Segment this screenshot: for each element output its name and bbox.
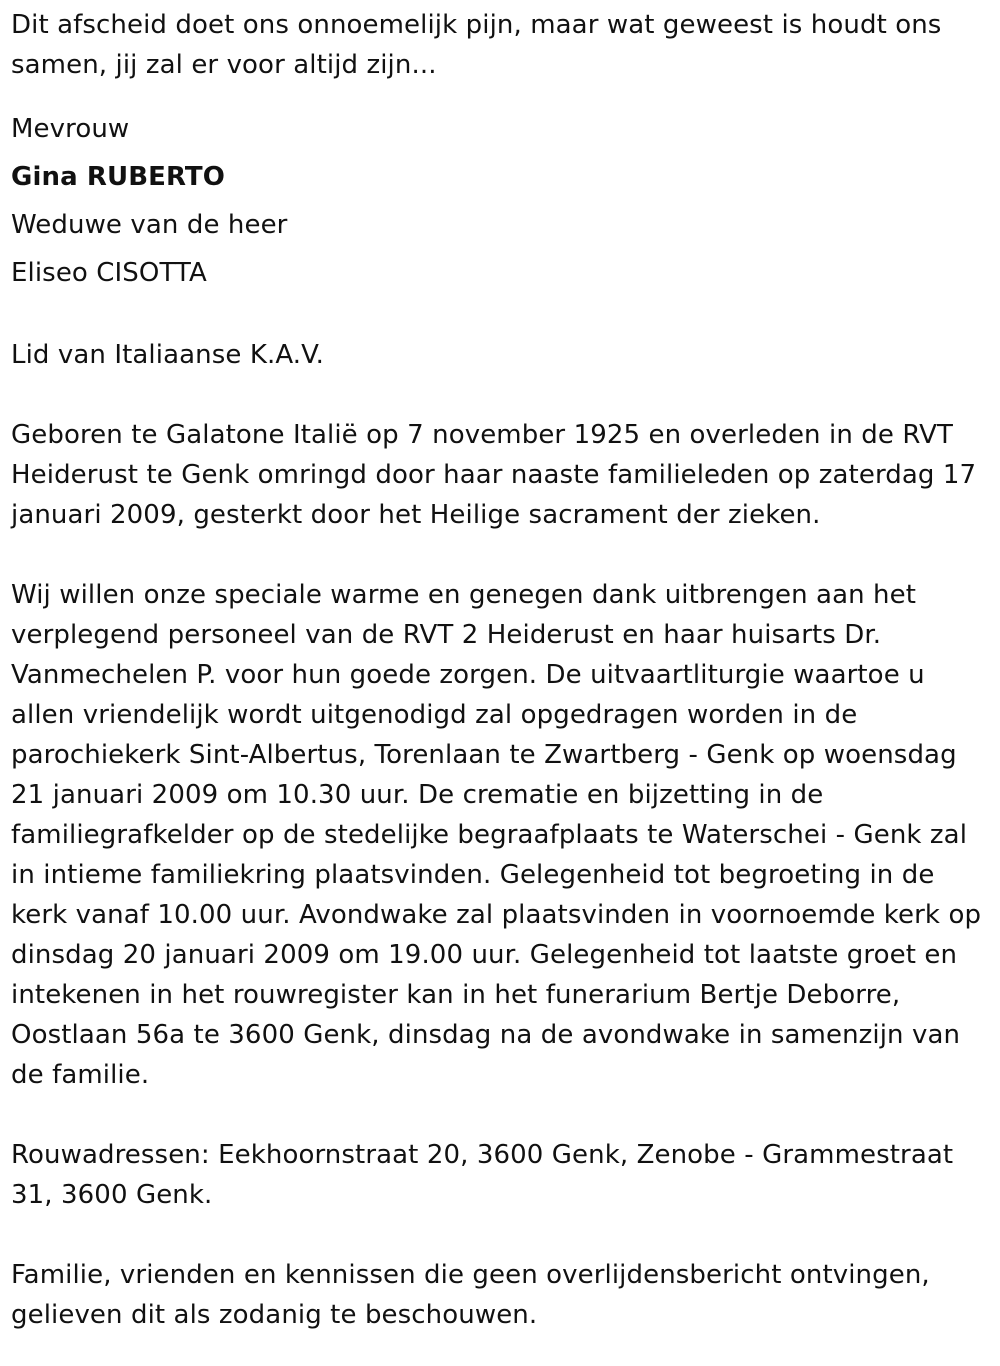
opening-text: Dit afscheid doet ons onnoemelijk pijn, maar wat geweest is houdt ons samen, jij zal er voor altijd zijn... — [11, 10, 942, 80]
widow-of-text: Weduwe van de heer — [11, 210, 288, 240]
membership-text: Lid van Italiaanse K.A.V. — [11, 340, 325, 370]
deceased-name: Gina RUBERTO — [11, 162, 225, 192]
title-text: Mevrouw — [11, 114, 130, 144]
birth-death-paragraph: Geboren te Galatone Italië op 7 november 1925 en overleden in de RVT Heiderust te Genk omringd door haar naaste familieleden op zaterdag 17 januari 2009, gesterkt door het Heilige sacrament der zieken. — [11, 420, 977, 530]
addresses-paragraph: Rouwadressen: Eekhoornstraat 20, 3600 Genk, Zenobe - Grammestraat 31, 3600 Genk. — [11, 1140, 954, 1210]
deceased-block — [11, 105, 995, 297]
spouse-name: Eliseo CISOTTA — [11, 258, 207, 288]
thanks-funeral-paragraph: Wij willen onze speciale warme en genegen dank uitbrengen aan het verplegend personeel van de RVT 2 Heiderust en haar huisarts Dr. Vanmechelen P. voor hun goede zorgen. De uitvaartliturgie waartoe u allen vriendelijk wordt uitgenodigd zal opgedragen worden in de parochiekerk Sint-Albertus, Torenlaan te Zwartberg - Genk op woensdag 21 januari 2009 om 10.30 uur. De crematie en bijzetting in de familiegrafkelder op de stedelijke begraafplaats te Waterschei - Genk zal in intieme familiekring plaatsvinden. Gelegenheid tot begroeting in de kerk vanaf 10.00 uur. Avondwake zal plaatsvinden in voornoemde kerk op dinsdag 20 januari 2009 om 19.00 uur. Gelegenheid tot laatste groet en intekenen in het rouwregister kan in het funerarium Bertje Deborre, Oostlaan 56a te 3600 Genk, dinsdag na de avondwake in samenzijn van de familie. — [11, 580, 982, 1090]
closing-paragraph: Familie, vrienden en kennissen die geen overlijdensbericht ontvingen, gelieven dit als zodanig te beschouwen. — [11, 1260, 930, 1330]
obituary-document — [11, 0, 995, 1335]
